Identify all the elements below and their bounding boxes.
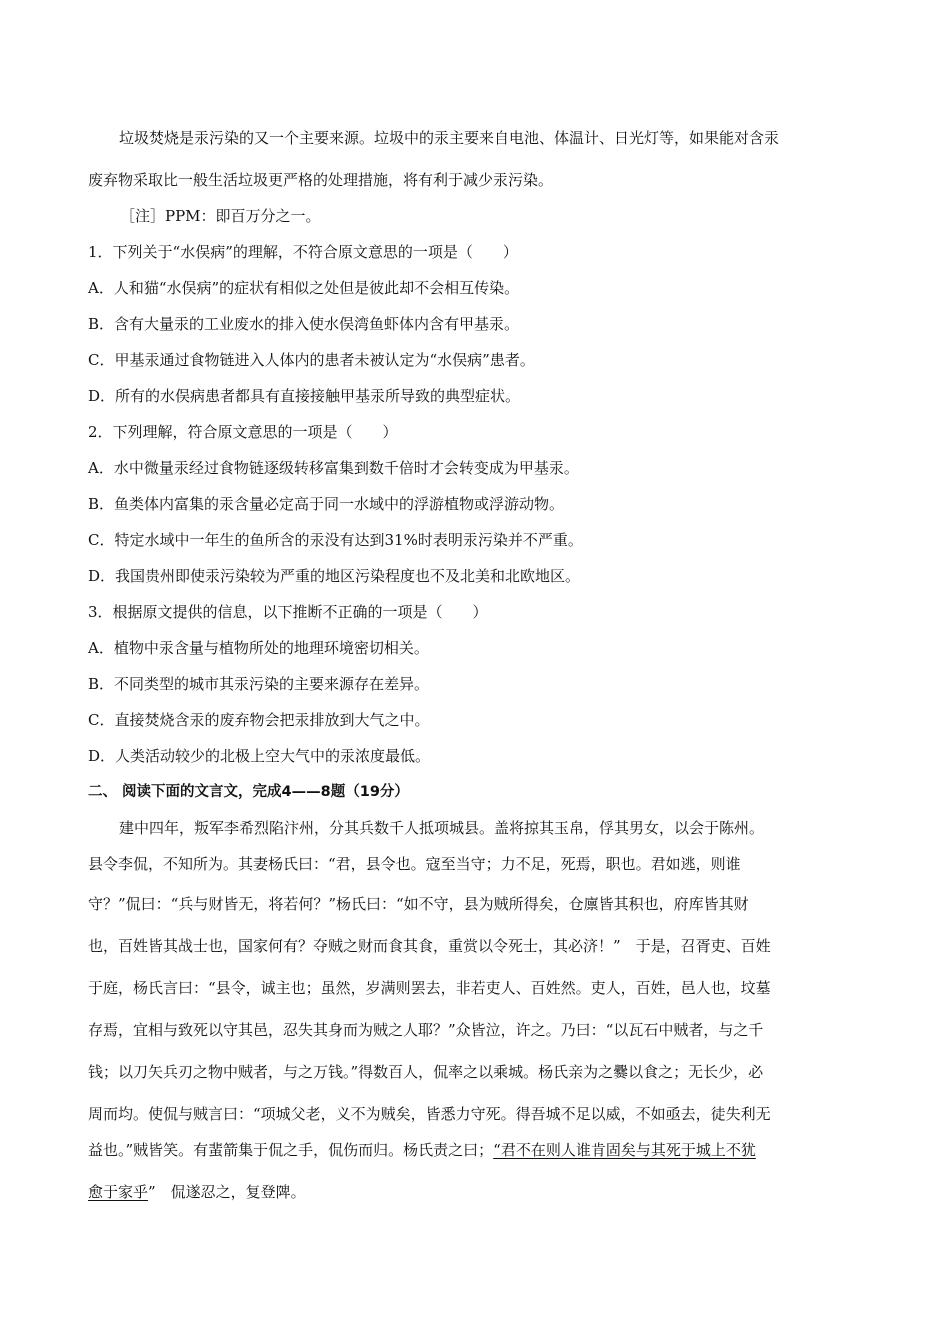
classical-text-line-9 bbox=[88, 1140, 868, 1160]
question-2-option-b: B．鱼类体内富集的汞含量必定高于同一水域中的浮游植物或浮游动物。 bbox=[88, 495, 565, 513]
question-1-option-c: C．甲基汞通过食物链进入人体内的患者未被认定为“水俣病”患者。 bbox=[88, 351, 535, 369]
classical-text-line-6: 存焉，宜相与致死以守其邑，忍失其身而为贼之人耶？”众皆泣，许之。乃曰：“以瓦石中贼者，与之千 bbox=[88, 1021, 764, 1039]
classical-text-line-3: 守？”侃曰：“兵与财皆无，将若何？”杨氏曰：“如不守，县为贼所得矣，仓廪皆其积也，府库皆其财 bbox=[88, 895, 749, 913]
question-3-option-c: C．直接焚烧含汞的废弃物会把汞排放到大气之中。 bbox=[88, 711, 430, 729]
question-1-stem: 1．下列关于“水俣病”的理解，不符合原文意思的一项是（ ） bbox=[88, 243, 518, 261]
question-1-option-b: B．含有大量汞的工业废水的排入使水俣湾鱼虾体内含有甲基汞。 bbox=[88, 315, 520, 333]
question-3-option-a: A．植物中汞含量与植物所处的地理环境密切相关。 bbox=[88, 639, 429, 657]
passage-intro-line-2: 废弃物采取比一般生活垃圾更严格的处理措施，将有利于减少汞污染。 bbox=[88, 171, 554, 189]
classical-text-line-9-plain: 益也。”贼皆笑。有蜚箭集于侃之手，侃伤而归。杨氏责之曰； bbox=[88, 1141, 494, 1159]
question-3-option-d: D．人类活动较少的北极上空大气中的汞浓度最低。 bbox=[88, 747, 431, 765]
passage-intro-line-1: 垃圾焚烧是汞污染的又一个主要来源。垃圾中的汞主要来自电池、体温计、日光灯等，如果能对含汞 bbox=[119, 129, 780, 147]
classical-text-line-8: 周而均。使侃与贼言曰：“项城父老，义不为贼矣，皆悉力守死。得吾城不足以威，不如亟去，徒失利无 bbox=[88, 1105, 771, 1123]
classical-text-line-10 bbox=[88, 1182, 868, 1202]
underlined-translation-sentence: “君不在则人谁肯固矣与其死于城上不犹 bbox=[493, 1141, 756, 1159]
classical-text-closing: ” 侃遂忍之，复登陴。 bbox=[148, 1183, 306, 1201]
question-1-option-d: D．所有的水俣病患者都具有直接接触甲基汞所导致的典型症状。 bbox=[88, 387, 521, 405]
question-3-stem: 3．根据原文提供的信息，以下推断不正确的一项是（ ） bbox=[88, 603, 488, 621]
classical-text-line-1: 建中四年，叛军李希烈陷汴州，分其兵数千人抵项城县。盖将掠其玉帛，俘其男女，以会于陈州。 bbox=[119, 819, 765, 837]
classical-text-line-4: 也，百姓皆其战士也，国家何有？夺贼之财而食其食，重赏以令死士，其必济！” 于是，召胥吏、百姓 bbox=[88, 937, 771, 955]
question-2-stem: 2．下列理解，符合原文意思的一项是（ ） bbox=[88, 423, 398, 441]
question-1-option-a: A．人和猫“水俣病”的症状有相似之处但是彼此却不会相互传染。 bbox=[88, 279, 520, 297]
question-3-option-b: B．不同类型的城市其汞污染的主要来源存在差异。 bbox=[88, 675, 430, 693]
question-2-option-d: D．我国贵州即使汞污染较为严重的地区污染程度也不及北美和北欧地区。 bbox=[88, 567, 581, 585]
question-2-option-a: A．水中微量汞经过食物链逐级转移富集到数千倍时才会转变成为甲基汞。 bbox=[88, 459, 579, 477]
underlined-translation-sentence-end: 愈于家乎 bbox=[88, 1183, 149, 1201]
section-2-heading: 二、 阅读下面的文言文，完成4——8题（19分） bbox=[88, 784, 409, 800]
question-2-option-c: C．特定水域中一年生的鱼所含的汞没有达到31%时表明汞污染并不严重。 bbox=[88, 531, 583, 549]
classical-text-line-5: 于庭，杨氏言曰：“县令，诚主也；虽然，岁满则罢去，非若吏人、百姓然。吏人，百姓，邑人也，坟墓 bbox=[88, 979, 771, 997]
classical-text-line-2: 县令李侃，不知所为。其妻杨氏曰：“君，县令也。寇至当守；力不足，死焉，职也。君如逃，则谁 bbox=[88, 855, 741, 873]
classical-text-line-7: 钱；以刀矢兵刃之物中贼者，与之万钱。”得数百人，侃率之以乘城。杨氏亲为之爨以食之；无长少，必 bbox=[88, 1063, 764, 1081]
passage-note: ［注］PPM：即百万分之一。 bbox=[120, 207, 321, 225]
